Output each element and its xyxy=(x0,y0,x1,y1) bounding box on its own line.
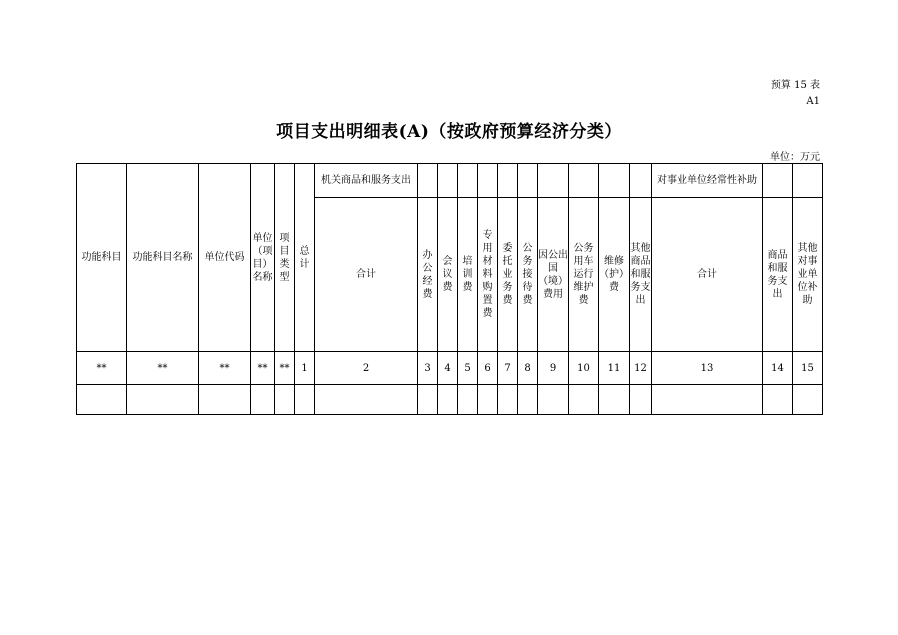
header-blank-cell xyxy=(438,164,458,198)
index-cell: ** xyxy=(275,352,295,385)
header-blank-cell xyxy=(538,164,569,198)
col-header-official-reception: 公务接待费 xyxy=(518,198,538,352)
form-number: 预算 15 表 xyxy=(770,80,820,91)
data-cell xyxy=(793,385,823,415)
data-cell xyxy=(498,385,518,415)
group-header-commodity-services: 机关商品和服务支出 xyxy=(315,164,418,198)
data-cell xyxy=(77,385,127,415)
data-cell xyxy=(199,385,251,415)
col-header-commissioned-business: 委托业务费 xyxy=(498,198,518,352)
data-cell xyxy=(458,385,478,415)
data-cell xyxy=(251,385,275,415)
col-header-training-fee: 培训费 xyxy=(458,198,478,352)
index-cell: 12 xyxy=(630,352,652,385)
data-cell xyxy=(599,385,630,415)
col-header-project-type: 项目类型 xyxy=(275,164,295,352)
index-cell: ** xyxy=(251,352,275,385)
data-cell xyxy=(763,385,793,415)
header-blank-cell xyxy=(478,164,498,198)
data-cell xyxy=(438,385,458,415)
col-header-office-expense: 办公经费 xyxy=(418,198,438,352)
index-cell: ** xyxy=(77,352,127,385)
data-cell xyxy=(538,385,569,415)
data-cell xyxy=(295,385,315,415)
data-cell xyxy=(127,385,199,415)
col-header-subsidy-subtotal: 合计 xyxy=(652,198,763,352)
data-cell xyxy=(478,385,498,415)
col-header-function-code: 功能科目 xyxy=(77,164,127,352)
index-cell: 14 xyxy=(763,352,793,385)
form-code: A1 xyxy=(806,96,820,107)
col-header-grand-total: 总计 xyxy=(295,164,315,352)
header-blank-cell xyxy=(599,164,630,198)
col-header-vehicle-maintenance: 公务用车运行维护费 xyxy=(569,198,599,352)
group-header-subsidy: 对事业单位经常性补助 xyxy=(652,164,763,198)
col-header-other-subsidy: 其他对事业单位补助 xyxy=(793,198,823,352)
header-blank-cell xyxy=(498,164,518,198)
header-blank-cell xyxy=(518,164,538,198)
col-header-other-commodity: 其他商品和服务支出 xyxy=(630,198,652,352)
index-cell: 6 xyxy=(478,352,498,385)
col-header-unit-code: 单位代码 xyxy=(199,164,251,352)
data-cell xyxy=(418,385,438,415)
data-cell xyxy=(518,385,538,415)
col-header-commodity-subtotal: 合计 xyxy=(315,198,418,352)
data-cell xyxy=(652,385,763,415)
col-header-subsidy-commodity: 商品和服务支出 xyxy=(763,198,793,352)
data-cell xyxy=(275,385,295,415)
header-blank-cell xyxy=(418,164,438,198)
index-cell: 5 xyxy=(458,352,478,385)
col-header-special-materials: 专用材料购置费 xyxy=(478,198,498,352)
header-blank-cell xyxy=(458,164,478,198)
index-cell: 13 xyxy=(652,352,763,385)
index-cell: 3 xyxy=(418,352,438,385)
col-header-meeting-fee: 会议费 xyxy=(438,198,458,352)
index-cell: 2 xyxy=(315,352,418,385)
index-cell: 7 xyxy=(498,352,518,385)
index-cell: 9 xyxy=(538,352,569,385)
index-cell: 10 xyxy=(569,352,599,385)
data-cell xyxy=(569,385,599,415)
index-cell: 11 xyxy=(599,352,630,385)
header-blank-cell xyxy=(569,164,599,198)
index-cell: 4 xyxy=(438,352,458,385)
header-blank-cell xyxy=(763,164,793,198)
expenditure-table xyxy=(76,163,823,415)
unit-label: 单位：万元 xyxy=(770,152,820,163)
index-cell: 8 xyxy=(518,352,538,385)
col-header-repair-fee: 维修（护）费 xyxy=(599,198,630,352)
header-blank-cell xyxy=(630,164,652,198)
col-header-overseas-travel: 因公出国（境）费用 xyxy=(538,198,569,352)
data-cell xyxy=(315,385,418,415)
col-header-unit-project-name: 单位（项目）名称 xyxy=(251,164,275,352)
data-cell xyxy=(630,385,652,415)
index-cell: 1 xyxy=(295,352,315,385)
col-header-function-name: 功能科目名称 xyxy=(127,164,199,352)
index-cell: 15 xyxy=(793,352,823,385)
index-cell: ** xyxy=(199,352,251,385)
header-blank-cell xyxy=(793,164,823,198)
index-cell: ** xyxy=(127,352,199,385)
page-title: 项目支出明细表(A)（按政府预算经济分类） xyxy=(276,122,622,142)
